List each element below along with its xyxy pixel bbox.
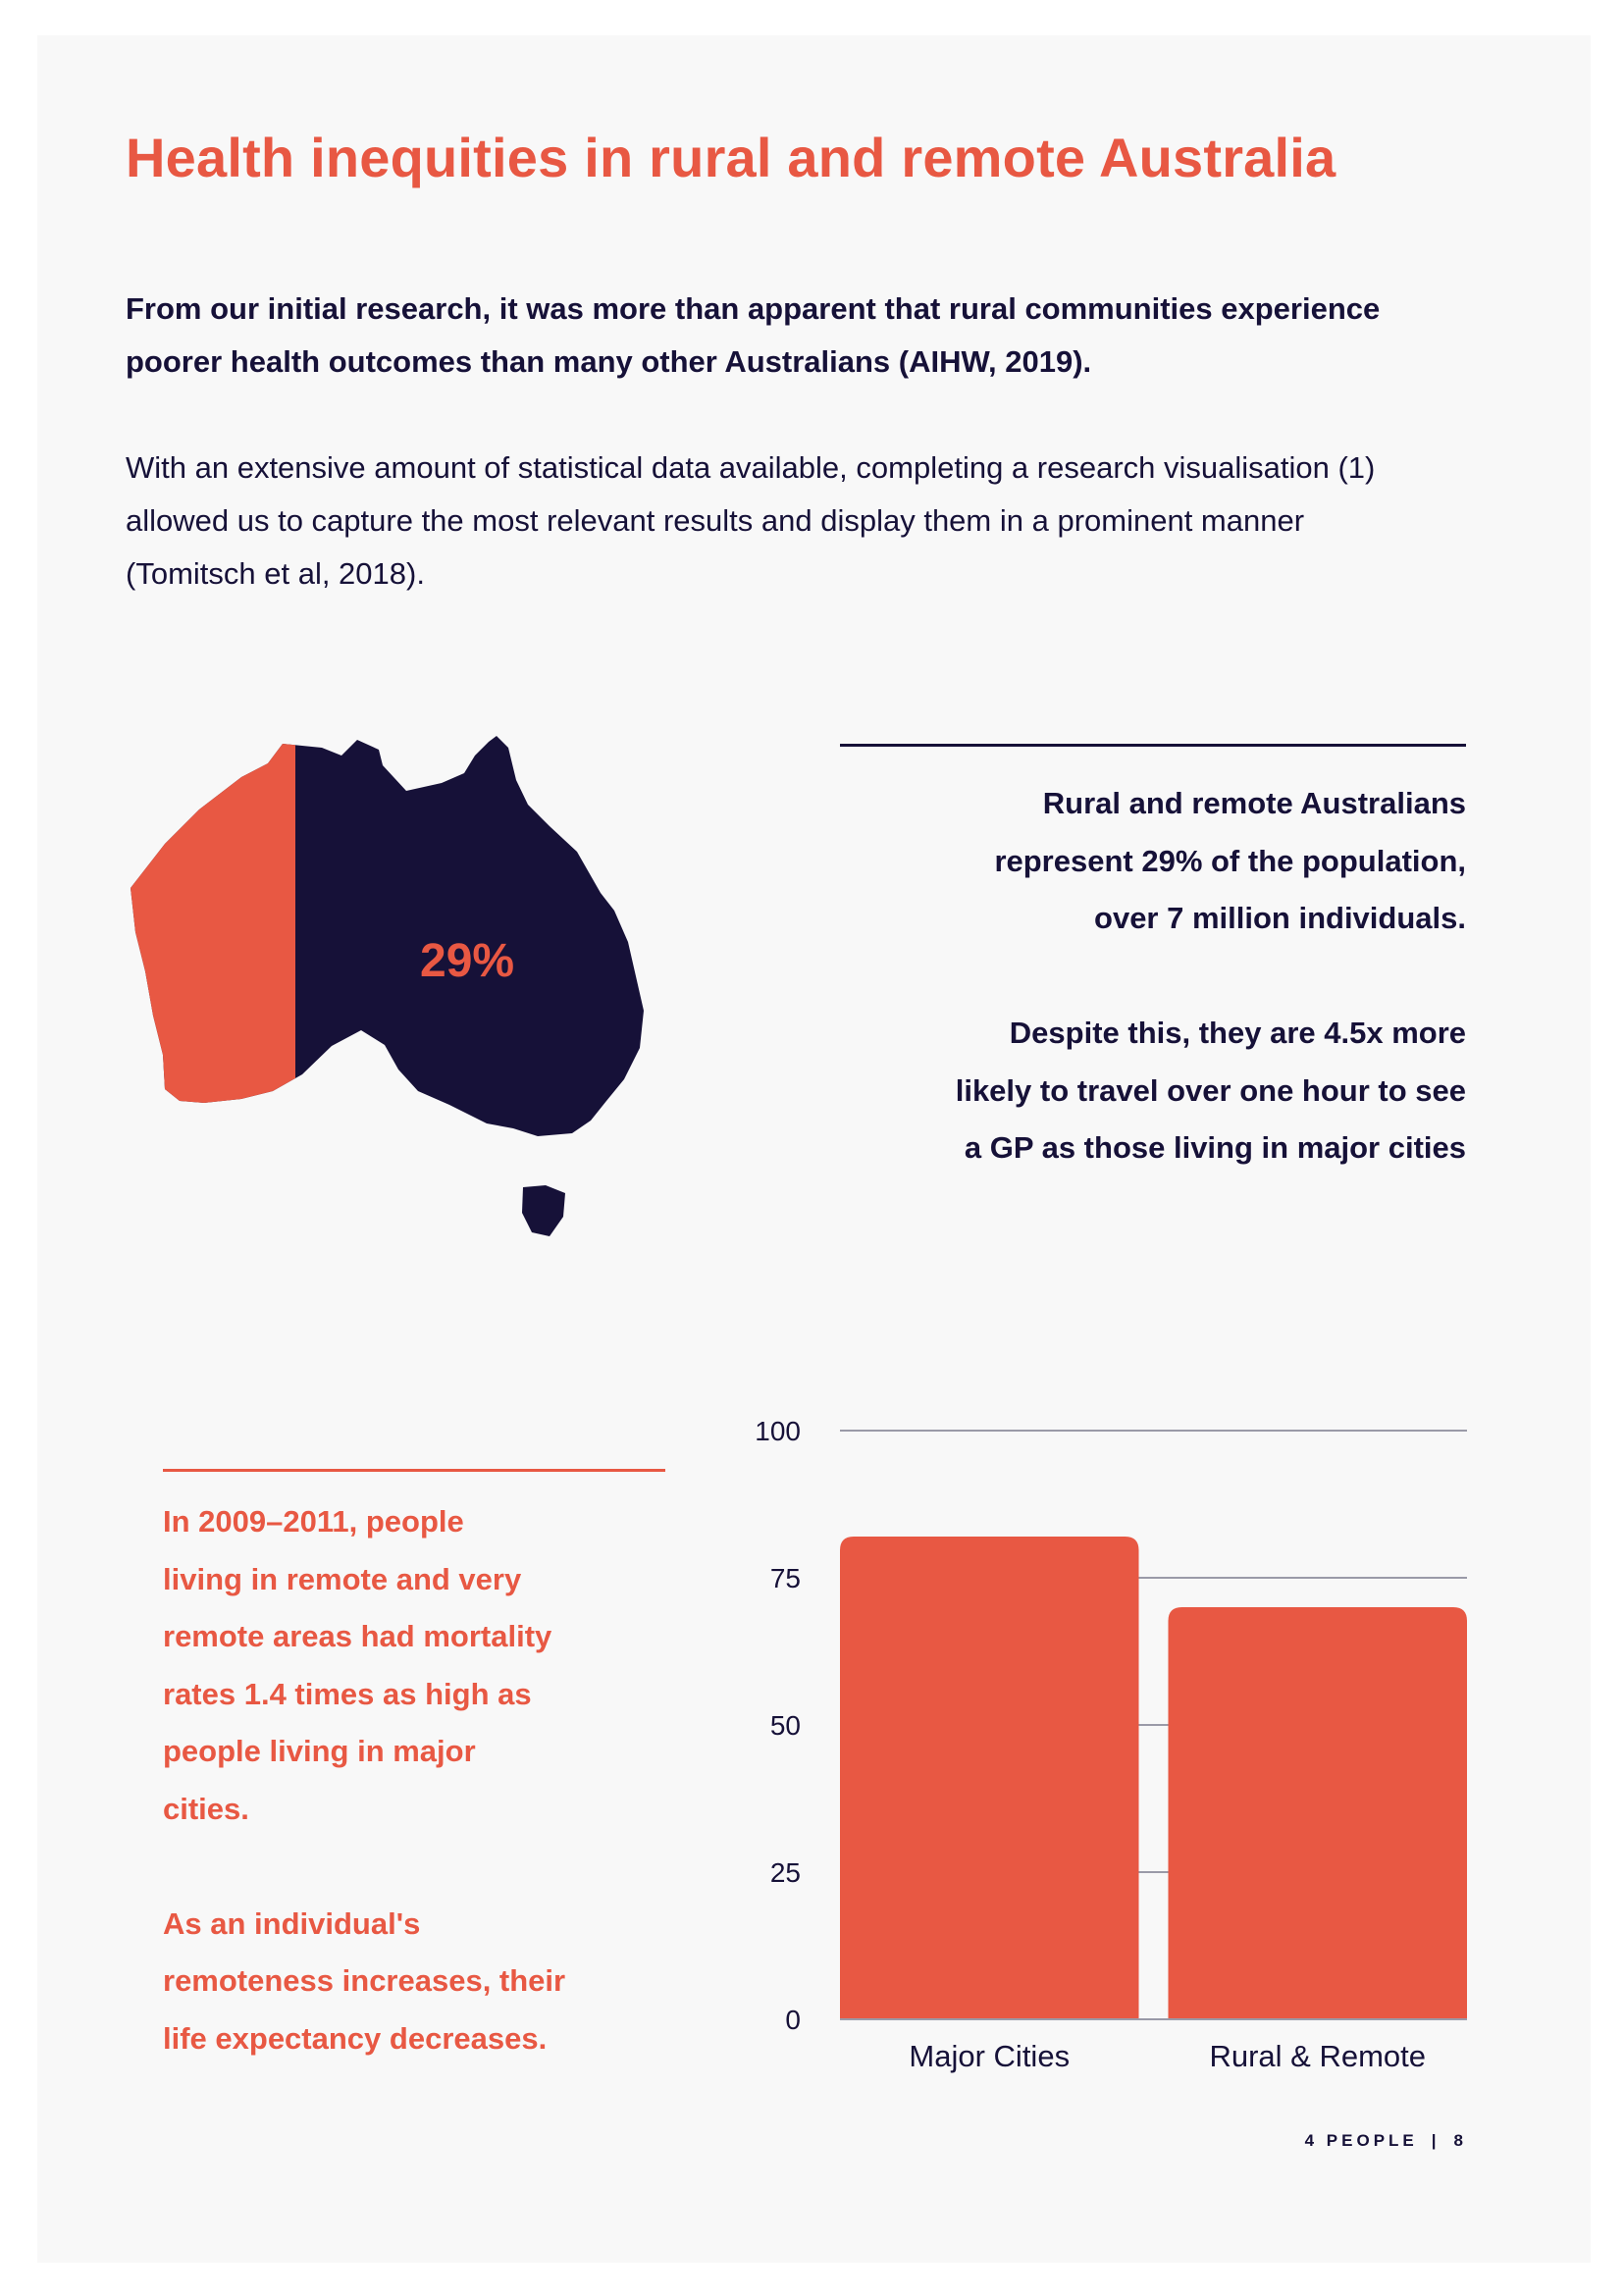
body-paragraph: With an extensive amount of statistical data available, completing a research visualisation (1) allowed us to capture the most relevant results and display them in a prominent manner (Tomitsch et al, 2018). [126,450,1376,591]
mortality-line: As an individual's [163,1905,421,1941]
stats-line: likely to travel over one hour to see [955,1072,1466,1108]
lead-paragraph: From our initial research, it was more than apparent that rural communities experience poorer health outcomes than many other Australians (AIHW, 2019). [126,291,1381,379]
y-tick-label: 25 [769,1857,801,1888]
stats-line: over 7 million individuals. [1094,901,1466,935]
bar [840,1537,1139,2019]
mortality-line: remote areas had mortality [163,1619,552,1653]
tasmania-shape [522,1185,565,1236]
y-tick-label: 75 [769,1563,801,1593]
population-stats [840,775,1466,1177]
mortality-line: life expectancy decreases. [163,2020,548,2056]
x-category-label: Rural & Remote [1209,2039,1427,2073]
y-tick-label: 50 [769,1710,801,1741]
x-category-label: Major Cities [909,2039,1071,2073]
bar [1169,1607,1468,2019]
stats-divider [840,744,1466,747]
mortality-line: people living in major [163,1734,476,1768]
mortality-line: cities. [163,1791,249,1826]
stats-line: represent 29% of the population, [994,843,1466,878]
y-tick-label: 0 [785,2005,801,2035]
footer-brand: 4 PEOPLE [1304,2131,1418,2150]
mortality-divider [163,1469,665,1472]
australia-map [126,736,714,1266]
page-footer [1305,2131,1467,2151]
mortality-line: living in remote and very [163,1561,522,1596]
y-tick-label: 100 [755,1416,801,1446]
mortality-line: In 2009–2011, people [163,1504,464,1539]
mortality-bar-chart [726,1393,1492,2080]
stats-line: a GP as those living in major cities [964,1130,1466,1165]
western-australia-region [126,736,295,1266]
mortality-text [163,1493,654,2067]
footer-separator: | [1431,2131,1441,2150]
page-title: Health inequities in rural and remote Australia [126,127,1336,188]
mortality-line: rates 1.4 times as high as [163,1676,532,1711]
stats-line: Despite this, they are 4.5x more [1009,1016,1466,1050]
map-percent-label: 29% [420,935,515,987]
footer-page-number: 8 [1453,2131,1467,2150]
stats-line: Rural and remote Australians [1042,786,1466,820]
mortality-line: remoteness increases, their [163,1963,566,1998]
